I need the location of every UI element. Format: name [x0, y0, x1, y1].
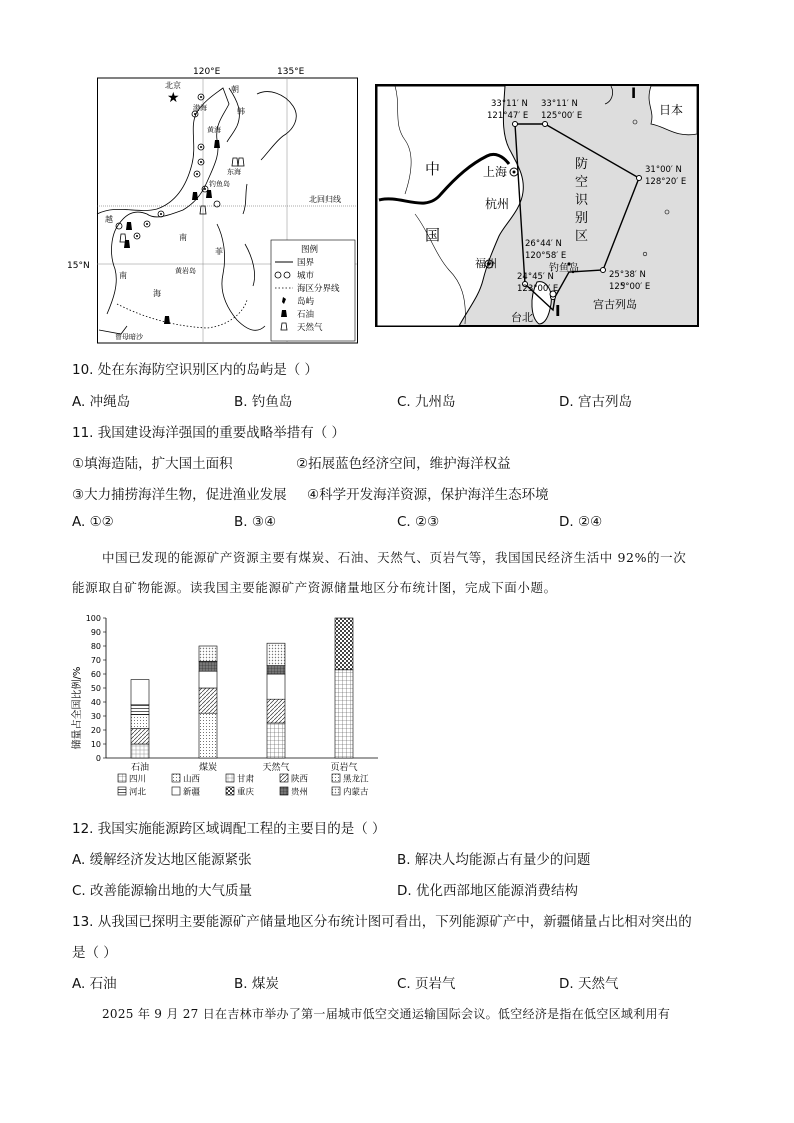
lat-label-15: 15°N	[67, 261, 90, 271]
guo-label: 国	[425, 226, 441, 244]
zhong-label: 中	[425, 160, 441, 178]
place-beijing: 北京	[165, 81, 181, 90]
x-category-label: 页岩气	[330, 763, 358, 773]
q11-option-c[interactable]: C. ②③	[397, 514, 440, 530]
zone-char-3: 识	[575, 193, 589, 208]
lon-label-120: 120°E	[193, 67, 221, 77]
place-fei: 菲	[215, 247, 223, 256]
oil-icon	[281, 310, 287, 317]
q13-stem-2: 是（ ）	[72, 945, 117, 961]
legend-sea-boundary: 海区分界线	[297, 284, 340, 294]
x-category-label: 石油	[130, 763, 150, 773]
city-label-shanghai: 上海	[483, 165, 508, 179]
q10-option-d[interactable]: D. 宫古列岛	[559, 394, 632, 410]
place-huanghai: 黄海	[207, 126, 221, 134]
legend-label: 新疆	[183, 787, 201, 798]
coord-1-lon: 121°47′ E	[487, 111, 529, 121]
legend-oil: 石油	[297, 310, 315, 320]
bar-segment	[267, 666, 285, 674]
y-tick-label: 40	[90, 698, 101, 707]
bar-segment	[267, 643, 285, 665]
place-hai: 海	[153, 289, 161, 298]
bar-segment	[199, 661, 217, 671]
place-huangyan: 黄岩岛	[175, 267, 196, 275]
intro-line-2: 能源取自矿物能源。读我国主要能源矿产资源储量地区分布统计图，完成下面小题。	[72, 580, 557, 595]
q12-option-b[interactable]: B. 解决人均能源占有量少的问题	[397, 852, 591, 868]
legend-swatch	[332, 787, 340, 795]
coord-1-lat: 33°11′ N	[491, 99, 528, 109]
legend-label: 重庆	[237, 787, 255, 798]
q13-option-a[interactable]: A. 石油	[72, 976, 117, 992]
city-label-taibei: 台北	[511, 311, 533, 324]
q11-item-3: ③大力捕捞海洋生物，促进渔业发展	[72, 487, 287, 503]
bar-segment	[267, 674, 285, 699]
y-tick-label: 90	[90, 628, 101, 637]
place-chao: 朝	[231, 85, 239, 94]
zone-char-1: 防	[575, 157, 589, 172]
q10-option-b[interactable]: B. 钓鱼岛	[234, 394, 293, 410]
y-tick-label: 80	[90, 642, 101, 651]
tropic-label: 北回归线	[309, 195, 341, 204]
bar-segment	[199, 688, 217, 713]
next-passage-line: 2025 年 9 月 27 日在吉林市举办了第一届城市低空交通运输国际会议。低空经济是指在低空区域利用有	[102, 1007, 671, 1021]
q13-option-d[interactable]: D. 天然气	[559, 976, 619, 992]
q12-option-d[interactable]: D. 优化西部地区能源消费结构	[397, 883, 578, 899]
y-tick-label: 100	[85, 614, 101, 623]
zone-char-4: 别	[575, 211, 589, 226]
roman-label-top: I	[631, 86, 637, 102]
y-tick-label: 50	[90, 684, 101, 693]
bar-segment	[131, 680, 149, 705]
bar-segment	[131, 744, 149, 758]
east-china-sea-adiz-map	[375, 84, 699, 327]
legend-swatch	[226, 787, 234, 795]
legend-label: 山西	[183, 774, 201, 785]
legend-swatch	[332, 774, 340, 782]
miyako-label: 宫古列岛	[593, 298, 637, 311]
coord-6-lon: 125°00′ E	[609, 282, 651, 292]
place-donghai: 东海	[227, 168, 241, 176]
legend-swatch	[280, 774, 288, 782]
y-tick-label: 0	[95, 754, 101, 763]
q12-stem: 12. 我国实施能源跨区域调配工程的主要目的是（ ）	[72, 821, 386, 837]
coord-5-lat: 24°45′ N	[517, 272, 554, 282]
coord-3-lat: 31°00′ N	[645, 165, 682, 175]
y-tick-label: 10	[90, 740, 101, 749]
city-label-fuzhou: 福州	[475, 257, 497, 270]
bar-segment	[131, 705, 149, 715]
place-bohai: 渤海	[193, 104, 207, 112]
q11-item-2: ②拓展蓝色经济空间，维护海洋权益	[296, 456, 511, 472]
japan-label: 日本	[659, 103, 684, 117]
legend-label: 贵州	[291, 787, 309, 798]
bar-segment	[335, 618, 353, 670]
legend-swatch	[118, 774, 126, 782]
coord-2-lon: 125°00′ E	[541, 111, 583, 121]
q11-stem: 11. 我国建设海洋强国的重要战略举措有（ ）	[72, 425, 346, 441]
x-category-label: 天然气	[262, 763, 290, 773]
place-zengmu: 曾母暗沙	[115, 333, 143, 341]
legend-label: 甘肃	[237, 774, 255, 785]
y-tick-label: 20	[90, 726, 101, 735]
q11-option-b[interactable]: B. ③④	[234, 514, 277, 530]
east-asia-sea-map	[67, 64, 359, 344]
legend-label: 内蒙古	[343, 787, 369, 798]
legend-swatch	[172, 787, 180, 795]
coord-3-lon: 128°20′ E	[645, 177, 687, 187]
q13-option-b[interactable]: B. 煤炭	[234, 976, 279, 992]
energy-reserve-chart	[70, 608, 400, 808]
bar-segment	[199, 713, 217, 758]
place-nan1: 南	[179, 233, 187, 242]
q13-stem: 13. 从我国已探明主要能源矿产储量地区分布统计图可看出，下列能源矿产中，新疆储量占比相对突出的	[72, 914, 692, 930]
q13-option-c[interactable]: C. 页岩气	[397, 976, 456, 992]
q12-option-a[interactable]: A. 缓解经济发达地区能源紧张	[72, 852, 252, 868]
zone-char-2: 空	[575, 175, 589, 190]
q11-option-d[interactable]: D. ②④	[559, 514, 603, 530]
lon-label-135: 135°E	[277, 67, 305, 77]
bar-segment	[199, 671, 217, 688]
coord-5-lon: 123°00′ E	[517, 284, 559, 294]
y-tick-label: 70	[90, 656, 101, 665]
bar-segment	[199, 646, 217, 661]
bar-segment	[267, 699, 285, 723]
place-diaoyu: 钓鱼岛	[209, 180, 230, 188]
legend-gas: 天然气	[297, 323, 323, 333]
place-nan2: 南	[119, 271, 127, 280]
city-label-hangzhou: 杭州	[485, 197, 510, 211]
y-tick-label: 60	[90, 670, 101, 679]
y-tick-label: 30	[90, 712, 101, 721]
q11-item-4: ④科学开发海洋资源，保护海洋生态环境	[307, 487, 549, 503]
legend-label: 河北	[129, 787, 147, 798]
legend-border: 国界	[297, 258, 315, 268]
coord-4-lon: 120°58′ E	[525, 251, 567, 261]
q12-option-c[interactable]: C. 改善能源输出地的大气质量	[72, 883, 253, 899]
zone-char-5: 区	[575, 229, 589, 244]
chart-y-axis-label: 储量占全国比例/%	[72, 666, 83, 750]
legend-island: 岛屿	[297, 297, 315, 307]
q10-stem: 10. 处在东海防空识别区内的岛屿是（ ）	[72, 362, 319, 378]
q10-option-a[interactable]: A. 冲绳岛	[72, 394, 131, 410]
coord-2-lat: 33°11′ N	[541, 99, 578, 109]
diaoyu-label: 钓鱼岛	[549, 263, 579, 274]
roman-label-bottom: I	[555, 302, 561, 320]
bar-segment	[131, 729, 149, 744]
x-category-label: 煤炭	[198, 763, 218, 773]
q10-option-c[interactable]: C. 九州岛	[397, 394, 456, 410]
intro-line-1: 中国已发现的能源矿产资源主要有煤炭、石油、天然气、页岩气等，我国国民经济生活中 92%的一次	[102, 550, 687, 565]
coord-4-lat: 26°44′ N	[525, 239, 562, 249]
legend-swatch	[118, 787, 126, 795]
coord-6-lat: 25°38′ N	[609, 270, 646, 280]
place-yue: 越	[105, 215, 113, 224]
legend-title: 图例	[301, 245, 319, 255]
beijing-star-icon: ★	[167, 90, 180, 106]
bar-segment	[131, 715, 149, 729]
legend-city: 城市	[297, 271, 315, 281]
legend-label: 黑龙江	[343, 774, 369, 785]
legend-label: 陕西	[291, 774, 309, 785]
legend-swatch	[172, 774, 180, 782]
place-han: 韩	[237, 107, 245, 116]
bar-segment	[267, 723, 285, 758]
legend-label: 四川	[129, 774, 147, 785]
bar-segment	[335, 670, 353, 758]
q11-item-1: ①填海造陆，扩大国土面积	[72, 456, 233, 472]
q11-option-a[interactable]: A. ①②	[72, 514, 114, 530]
legend-swatch	[226, 774, 234, 782]
legend-swatch	[280, 787, 288, 795]
